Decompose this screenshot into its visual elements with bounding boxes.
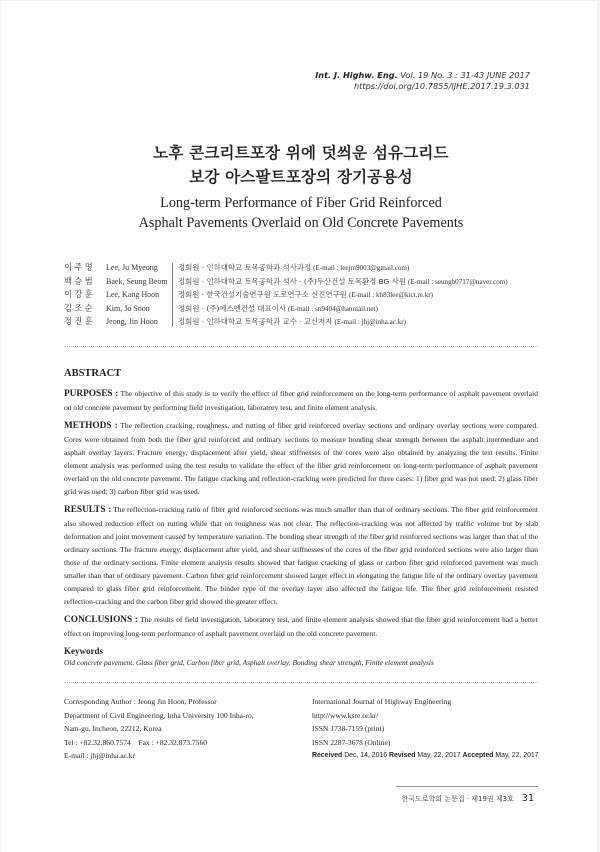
journal-name: International Journal of Highway Engineering bbox=[312, 697, 452, 706]
author-affiliation bbox=[169, 315, 406, 329]
abstract-methods bbox=[64, 419, 538, 498]
title-english-line-2: Asphalt Pavements Overlaid on Old Concrete Pavements bbox=[138, 215, 464, 231]
author-row bbox=[64, 288, 508, 302]
corresponding-author-info bbox=[64, 695, 254, 763]
author-email[interactable]: (E-mail : seungb0717@naver.com) bbox=[407, 277, 508, 286]
abstract-purposes bbox=[64, 387, 538, 414]
section-label: RESULTS : bbox=[64, 505, 112, 515]
section-label: METHODS : bbox=[64, 421, 118, 431]
received-label: Received bbox=[312, 752, 343, 759]
author-row bbox=[64, 302, 508, 316]
author-affiliation bbox=[169, 302, 378, 316]
title-english-line-1: Long-term Performance of Fiber Grid Reinforced bbox=[160, 195, 442, 211]
title-korean-line-1: 노후 콘크리트포장 위에 덧씌운 섬유그리드 bbox=[153, 144, 449, 162]
section-divider-top bbox=[64, 346, 538, 347]
title-korean-line-2: 보강 아스팔트포장의 장기공용성 bbox=[189, 168, 413, 186]
section-divider-bottom bbox=[64, 682, 538, 683]
section-text: The objective of this study is to verify the effect of fiber grid reinforcement on the long-term performance of asphalt pavement overlaid on old concrete pavement by performing field investigation, laboratory test, and finite element analysis. bbox=[64, 389, 538, 412]
author-name-en: Lee, Kang Hoon bbox=[106, 290, 160, 300]
author-email[interactable]: (E-mail : sn9404@hanmail.net) bbox=[287, 304, 378, 313]
author-name-en: Baek, Seung Beom bbox=[106, 276, 168, 286]
issn-print: ISSN 1738-7159 (print) bbox=[312, 724, 385, 733]
corresponding-email[interactable]: E-mail : jhj@inha.ac.kr bbox=[64, 751, 136, 760]
journal-info bbox=[312, 695, 539, 763]
author-affiliation bbox=[169, 261, 409, 275]
received-date: Dec, 14, 2016 bbox=[344, 752, 388, 759]
abstract-results bbox=[64, 503, 538, 608]
author-name-en: Kim, Jo Soon bbox=[106, 303, 150, 313]
journal-url[interactable]: http://www.ksre.or.kr/ bbox=[312, 710, 379, 720]
accepted-label: Accepted bbox=[462, 752, 494, 759]
accepted-date: May, 22, 2017 bbox=[495, 752, 539, 759]
affiliation-text: 정회원 · 인하대학교 토목공학과 석사 · (주)두산건설 토목환경 BG 사원 bbox=[178, 276, 406, 286]
revised-date: May, 22, 2017 bbox=[417, 752, 461, 759]
section-text: The results of field investigation, laboratory test, and finite element analysis showed that the fiber grid reinforcement had a better effect on improving long-term performance of asphalt pavement overlaid on the old concrete pavement. bbox=[64, 615, 538, 638]
author-row bbox=[64, 315, 508, 329]
author-name-ko: 김조순 bbox=[64, 302, 95, 313]
doi-link[interactable]: https://doi.org/10.7855/IJHE.2017.19.3.031 bbox=[353, 81, 530, 91]
affiliation-text: 정회원 · 인하대학교 토목공학과 석사과정 bbox=[178, 263, 312, 272]
section-text: The reflection cracking, roughness, and rutting of fiber grid reinforced overlay sections and ordinary overlay sections were compared. Cores were obtained from both the fiber grid reinforced and ordinary sections to measure bonding shear strength between the asphalt intermediate and asphalt overlay layers. Fracture energy, displacement after yield, shear stiffnesses of the cores were also obtained by analyzing the test results. Finite element analysis was performed using the test results to validate the effect of the fiber grid reinforcement on long-term performance of asphalt pavement overlaid on the old concrete pavement. The fatigue cracking and reflection-cracking were predicted for three cases: 1) fiber grid was not used; 2) glass fiber grid was used; 3) carbon fiber grid was used. bbox=[64, 421, 538, 496]
section-label: CONCLUSIONS : bbox=[64, 615, 139, 625]
section-text: The reflection-cracking ratio of fiber grid reinforced sections was much smaller than that of ordinary sections. The fiber grid reinforcement also showed reduction effect on rutting while that on roughness was not clear. The reflection-cracking was not affected by traffic volume but by slab deformation and joint movement caused by temperature variation. The bonding shear strength of the fiber grid reinforced sections was larger than that of the ordinary sections. The fracture energy, displacement after yield, and shear stiffnesses of the cores of the fiber grid reinforced sections were also larger than those of the ordinary sections. Finite element analysis results showed that fatigue cracking of glass or carbon fiber grid reinforced pavement was much smaller than that of ordinary pavement. Carbon fiber grid reinforcement showed larger effect in elongating the fatigue life of the ordinary overlay pavement compared to glass fiber grid reinforcement. The binder type of the overlay layer also affected the fatigue life. The fiber grid reinforcement resisted reflection-cracking and the carbon fiber grid showed the greater effect. bbox=[64, 505, 538, 606]
author-name-en: Jeong, Jin Hoon bbox=[106, 317, 158, 327]
author-affiliation bbox=[169, 288, 433, 302]
journal-reference bbox=[315, 70, 530, 92]
corresponding-line: Nam-gu, Incheon, 22212, Korea bbox=[64, 724, 162, 733]
author-row bbox=[64, 261, 508, 275]
author-name-ko: 백승범 bbox=[64, 275, 95, 286]
paper-page bbox=[1, 1, 597, 852]
page-number: 31 bbox=[521, 793, 534, 804]
affiliation-text: 정회원 · 한국건설기술연구원 도로연구소 신진연구원 bbox=[178, 290, 347, 300]
submission-dates bbox=[312, 749, 539, 763]
corresponding-line: Corresponding Author : Jeong Jin Hoon, Professor bbox=[64, 697, 217, 706]
keywords-list: Old concrete pavement, Glass fiber grid, Carbon fiber grid, Asphalt overlay, Bonding shear strength, Finite element analysis bbox=[64, 658, 434, 667]
corresponding-line: Tel : +82.32.860.7574 Fax : +82.32.873.7560 bbox=[64, 737, 207, 747]
author-affiliation bbox=[169, 275, 508, 289]
section-label: PURPOSES : bbox=[64, 389, 119, 399]
title-block bbox=[1, 141, 600, 233]
author-email[interactable]: (E-mail : leejm9003@gmail.com) bbox=[313, 264, 410, 272]
author-name-en: Lee, Ju Myeong bbox=[106, 263, 158, 272]
author-email[interactable]: (E-mail : kh83lee@kict.re.kr) bbox=[348, 291, 433, 300]
revised-label: Revised bbox=[389, 752, 416, 759]
volume-info: Vol. 19 No. 3 : 31-43 JUNE 2017 bbox=[400, 70, 530, 80]
title-english bbox=[1, 193, 600, 233]
author-row bbox=[64, 275, 508, 289]
page-footer-rule bbox=[396, 786, 538, 787]
corresponding-line: Department of Civil Engineering, Inha University 100 Inha-ro, bbox=[64, 710, 254, 720]
abstract bbox=[64, 367, 538, 669]
journal-abbrev: Int. J. Highw. Eng. bbox=[315, 70, 398, 80]
abstract-heading: ABSTRACT bbox=[64, 368, 122, 379]
author-name-ko: 이강훈 bbox=[64, 289, 95, 300]
affiliation-text: 정회원 · (주)에스엔건설 대표이사 bbox=[178, 303, 286, 313]
author-name-ko: 이주명 bbox=[64, 262, 95, 272]
author-list bbox=[64, 261, 508, 329]
page-footer bbox=[402, 793, 535, 804]
issn-online: ISSN 2287-3678 (Online) bbox=[312, 737, 391, 747]
author-name-ko: 정진훈 bbox=[64, 316, 95, 327]
author-email[interactable]: (E-mail : jhj@inha.ac.kr) bbox=[334, 318, 406, 327]
abstract-conclusions bbox=[64, 613, 538, 640]
journal-name-korean: 한국도로학회 논문집 · 제19권 제3호 bbox=[401, 795, 514, 803]
affiliation-text: 정회원 · 인하대학교 토목공학과 교수 · 교신저자 bbox=[178, 317, 333, 327]
keywords-heading: Keywords bbox=[64, 646, 103, 656]
